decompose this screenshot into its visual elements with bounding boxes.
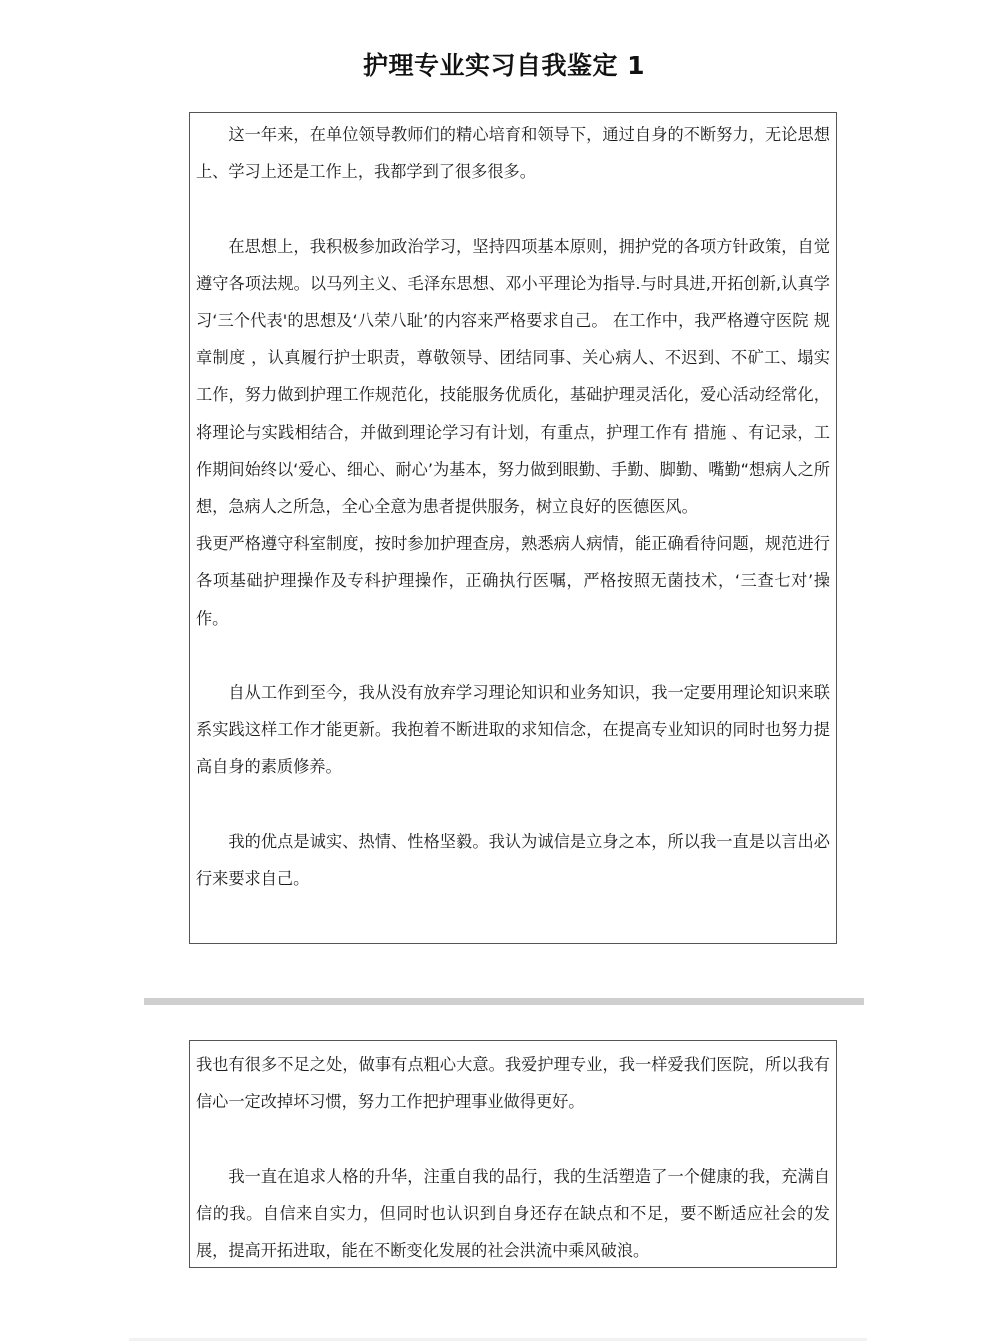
paragraph-self-improvement: 我一直在追求人格的升华，注重自我的品行，我的生活塑造了一个健康的我，充满自信的我。自信来自实力，但同时也认识到自身还存在缺点和不足，要不断适应社会的发展，提高开拓进取，能在不断变化发展的社会洪流中乘风破浪。 — [196, 1166, 830, 1260]
text-box-page-2 — [189, 1040, 837, 1268]
paragraph-gap — [196, 786, 830, 823]
paragraph-intro: 这一年来，在单位领导教师们的精心培育和领导下，通过自身的不断努力，无论思想上、学习上还是工作上，我都学到了很多很多。 — [196, 125, 830, 182]
paragraph-learning: 自从工作到至今，我从没有放弃学习理论知识和业务知识，我一定要用理论知识来联系实践这样工作才能更新。我抱着不断进取的求知信念，在提高专业知识的同时也努力提高自身的素质修养。 — [196, 683, 830, 777]
paragraph-department-rules: 我更严格遵守科室制度，按时参加护理查房，熟悉病人病情，能正确看待问题，规范进行各项基础护理操作及专科护理操作，正确执行医嘱，严格按照无菌技术，‘三查七对’操作。 — [196, 534, 830, 628]
paragraph-gap — [196, 190, 830, 227]
text-box-page-1 — [189, 112, 837, 944]
paragraph-gap — [196, 1120, 830, 1157]
paragraph-weaknesses: 我也有很多不足之处，做事有点粗心大意。我爱护理专业，我一样爱我们医院，所以我有信心一定改掉坏习惯，努力工作把护理事业做得更好。 — [196, 1055, 830, 1112]
page-bottom-edge — [129, 1338, 867, 1341]
page-separator — [144, 998, 864, 1005]
paragraph-strengths: 我的优点是诚实、热情、性格坚毅。我认为诚信是立身之本，所以我一直是以言出必行来要求自己。 — [196, 831, 830, 889]
paragraph-gap — [196, 637, 830, 674]
paragraph-ideology-work: 在思想上，我积极参加政治学习，坚持四项基本原则，拥护党的各项方针政策，自觉遵守各项法规。以马列主义、毛泽东思想、邓小平理论为指导.与时具进,开拓创新,认真学习‘三个代表'的思想及‘八荣八耻’的内容来严格要求自己。 在工作中，我严格遵守医院 规章制度 ，认真履行护士职责，尊敬领导、团结同事、关心病人、不迟到、不矿工、塌实工作，努力做到护理工作规范化，技能服务优质化，基础护理灵活化，爱心活动经常化，将理论与实践相结合，并做到理论学习有计划，有重点，护理工作有 措施 、有记录，工作期间始终以‘爱心、细心、耐心’为基本，努力做到眼勤、手勤、脚勤、嘴勤“想病人之所想，急病人之所急，全心全意为患者提供服务，树立良好的医德医风。 — [196, 236, 830, 517]
document-title: 护理专业实习自我鉴定 1 — [362, 51, 646, 80]
